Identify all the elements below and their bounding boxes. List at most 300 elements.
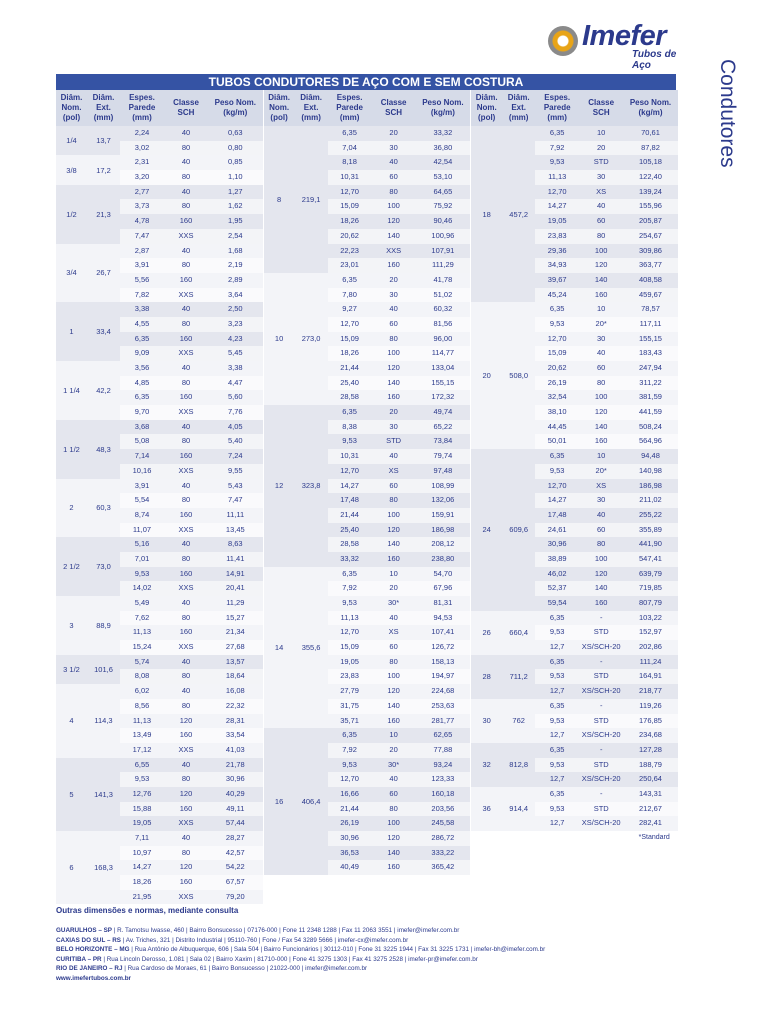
nominal-weight: 36,80	[433, 142, 453, 152]
diameter-group	[264, 273, 471, 405]
nominal-weight: 41,03	[225, 744, 245, 754]
table-panel	[56, 90, 263, 900]
column-header: Peso Nom. (kg/m)	[422, 98, 464, 117]
schedule-class: 120	[387, 524, 400, 534]
address-line: RIO DE JANEIRO – RJ | Rua Cardoso de Moraes, 61 | Bairro Bonsucesso | 21022-000 | imefer@imefer.com.br	[56, 965, 368, 972]
wall-thickness: 11,13	[340, 612, 359, 622]
table-row	[120, 802, 263, 817]
table-row	[535, 655, 678, 670]
external-diameter: 273,0	[301, 334, 321, 344]
wall-thickness: 6,35	[342, 568, 357, 578]
diameter-group	[56, 420, 263, 479]
table-row	[535, 772, 678, 787]
wall-thickness: 6,35	[549, 612, 565, 622]
external-diameter: 88,9	[96, 620, 111, 630]
wall-thickness: 19,05	[547, 216, 567, 226]
nominal-weight: 114,77	[431, 348, 455, 358]
nominal-diameter: 3	[69, 620, 74, 630]
schedule-class: 160	[387, 392, 400, 402]
wall-thickness: 27,79	[340, 686, 359, 696]
schedule-class: 40	[597, 509, 606, 519]
schedule-class: 60	[389, 318, 398, 328]
wall-thickness: 3,02	[134, 142, 150, 152]
table-row	[535, 449, 678, 464]
wall-thickness: 15,09	[547, 348, 567, 358]
standard-footnote: *Standard	[638, 833, 670, 841]
schedule-class: 40	[181, 128, 191, 137]
nominal-weight: 1,68	[227, 245, 243, 255]
wall-thickness: 33,32	[340, 553, 359, 563]
column-header: Peso Nom. (kg/m)	[214, 98, 256, 117]
nominal-weight: 188,79	[639, 759, 662, 769]
external-diameter: 457,2	[509, 209, 529, 219]
table-row	[120, 199, 263, 214]
nominal-weight: 564,96	[639, 436, 662, 446]
schedule-class: 80	[181, 318, 191, 328]
wall-thickness: 38,10	[547, 407, 567, 417]
table-row	[328, 625, 471, 640]
nominal-weight: 143,31	[639, 788, 662, 798]
nominal-weight: 152,97	[639, 627, 662, 637]
table-grid	[56, 90, 676, 900]
column-header: Diâm. Nom. (pol)	[60, 93, 83, 122]
wall-thickness: 35,71	[340, 715, 359, 725]
wall-thickness: 11,07	[132, 524, 152, 534]
nominal-weight: 194,97	[431, 671, 455, 681]
city-name: GUARULHOS – SP	[56, 927, 112, 934]
nominal-weight: 30,96	[225, 774, 245, 784]
schedule-class: XS/SCH-20	[581, 642, 621, 652]
table-row	[535, 669, 678, 684]
table-row	[328, 846, 471, 861]
table-row	[535, 214, 678, 229]
diameter-group	[471, 787, 678, 831]
nominal-weight: 73,84	[433, 436, 453, 446]
table-row	[328, 155, 471, 170]
schedule-class: 160	[387, 260, 400, 270]
nominal-weight: 1,10	[227, 172, 243, 182]
table-row	[535, 567, 678, 582]
external-diameter: 48,3	[96, 444, 111, 454]
table-row	[328, 684, 471, 699]
table-row	[535, 185, 678, 200]
table-row	[328, 449, 471, 464]
wall-thickness: 7,01	[134, 553, 150, 563]
wall-thickness: 7,80	[342, 289, 357, 299]
table-body	[264, 126, 471, 900]
column-header: Classe SCH	[173, 98, 199, 117]
nominal-weight: 281,77	[431, 715, 455, 725]
nominal-weight: 123,33	[431, 774, 455, 784]
table-row	[535, 699, 678, 714]
schedule-class: 100	[387, 201, 400, 211]
schedule-class: 80	[389, 656, 398, 666]
table-row	[120, 523, 263, 538]
schedule-class: 100	[594, 392, 608, 402]
table-row	[328, 655, 471, 670]
schedule-class: 10	[597, 128, 606, 137]
nominal-weight: 81,56	[433, 318, 453, 328]
wall-thickness: 24,61	[547, 524, 567, 534]
nominal-weight: 90,46	[433, 216, 453, 226]
nominal-weight: 75,92	[433, 201, 453, 211]
table-row	[535, 802, 678, 817]
nominal-weight: 719,85	[639, 583, 662, 593]
table-panel	[263, 90, 471, 900]
city-name: BELO HORIZONTE – MG	[56, 946, 130, 953]
wall-thickness: 11,13	[132, 627, 152, 637]
nominal-weight: 67,96	[433, 583, 453, 593]
table-row	[120, 816, 263, 831]
wall-thickness: 16,66	[340, 788, 359, 798]
external-diameter: 406,4	[301, 797, 321, 807]
nominal-weight: 2,19	[227, 260, 243, 270]
table-row	[120, 714, 263, 729]
table-row	[535, 346, 678, 361]
table-row	[328, 787, 471, 802]
nominal-weight: 67,57	[225, 877, 245, 887]
table-row	[328, 346, 471, 361]
table-row	[120, 479, 263, 494]
table-row	[535, 126, 678, 141]
nominal-weight: 4,05	[227, 421, 243, 431]
address-line: CAXIAS DO SUL – RS | Av. Triches, 321 | Distrito Industrial | 95110-760 | Fone / Fax 54 3289 5666 | imefer-cx@imefer.com.br	[56, 936, 409, 944]
table-row	[328, 728, 471, 743]
wall-thickness: 6,35	[549, 304, 565, 314]
external-diameter: 323,8	[301, 481, 321, 491]
nominal-weight: 234,68	[639, 730, 662, 740]
nominal-weight: 94,48	[641, 451, 660, 461]
schedule-class: 30*	[387, 598, 400, 607]
nominal-weight: 155,15	[431, 377, 455, 387]
wall-thickness: 3,73	[134, 201, 150, 211]
nominal-weight: 117,11	[639, 318, 662, 328]
table-row	[535, 199, 678, 214]
schedule-class: 160	[179, 509, 193, 519]
wall-thickness: 7,92	[342, 744, 357, 754]
external-diameter: 219,1	[301, 194, 321, 204]
wall-thickness: 23,83	[340, 671, 359, 681]
nominal-weight: 2,89	[227, 274, 243, 284]
schedule-class: 160	[179, 803, 193, 813]
nominal-diameter: 4	[69, 716, 74, 726]
wall-thickness: 21,44	[340, 803, 359, 813]
schedule-class: 120	[179, 862, 193, 872]
schedule-class: 80	[181, 436, 191, 446]
nominal-weight: 103,22	[639, 612, 662, 622]
nominal-weight: 212,67	[639, 803, 662, 813]
schedule-class: STD	[593, 671, 609, 681]
schedule-class: 160	[387, 715, 400, 725]
nominal-weight: 365,42	[431, 862, 455, 872]
wall-thickness: 12,70	[340, 186, 359, 196]
diameter-group	[56, 537, 263, 596]
schedule-class: -	[599, 788, 603, 798]
wall-thickness: 17,48	[547, 509, 567, 519]
schedule-class: 80	[181, 847, 191, 857]
wall-thickness: 12,7	[549, 774, 565, 784]
address-line: CURITIBA – PR | Rua Lincoln Derosso, 1.081 | Sala 02 | Bairro Xaxim | 81710-000 | Fone 41 3275 1303 | Fax 41 3275 2528 | imefer-pr@imefer.com.br	[56, 955, 478, 963]
wall-thickness: 12,70	[340, 318, 359, 328]
schedule-class: 30	[597, 172, 606, 182]
nominal-weight: 381,59	[639, 392, 662, 402]
schedule-class: STD	[593, 759, 609, 769]
column-header: Diâm. Nom. (pol)	[475, 93, 498, 122]
schedule-class: 80	[389, 803, 398, 813]
column-header: Espes. Parede (mm)	[336, 93, 363, 122]
schedule-class: XXS	[178, 818, 194, 828]
external-diameter: 26,7	[96, 268, 111, 278]
table-row	[328, 199, 471, 214]
wall-thickness: 25,40	[340, 377, 359, 387]
schedule-class: 20	[389, 128, 398, 137]
imefer-logo	[548, 20, 688, 71]
wall-thickness: 6,35	[342, 407, 357, 417]
nominal-weight: 81,31	[433, 598, 453, 607]
nominal-diameter: 1 1/2	[63, 444, 80, 454]
column-header: Diâm. Nom. (pol)	[268, 93, 290, 122]
wall-thickness: 7,62	[134, 612, 150, 622]
table-row	[120, 567, 263, 582]
schedule-class: 20	[389, 744, 398, 754]
wall-thickness: 31,75	[340, 700, 359, 710]
nominal-weight: 20,41	[225, 583, 245, 593]
wall-thickness: 3,91	[134, 480, 150, 490]
nominal-weight: 3,38	[227, 363, 243, 372]
wall-thickness: 4,55	[134, 318, 150, 328]
table-row	[535, 155, 678, 170]
table-row	[120, 611, 263, 626]
schedule-class: 40	[181, 363, 191, 372]
nominal-diameter: 3 1/2	[63, 664, 80, 674]
nominal-weight: 5,43	[227, 480, 243, 490]
wall-thickness: 7,92	[549, 142, 565, 152]
table-row	[535, 743, 678, 758]
wall-thickness: 2,87	[134, 245, 150, 255]
nominal-weight: 176,85	[639, 715, 662, 725]
nominal-weight: 7,47	[227, 495, 243, 505]
wall-thickness: 6,35	[342, 274, 357, 284]
table-row	[328, 816, 471, 831]
city-name: RIO DE JANEIRO – RJ	[56, 965, 123, 972]
schedule-class: 120	[594, 260, 608, 270]
nominal-weight: 253,63	[431, 700, 455, 710]
wall-thickness: 26,19	[547, 377, 567, 387]
table-row	[535, 552, 678, 567]
table-row	[120, 493, 263, 508]
table-row	[120, 655, 263, 670]
nominal-weight: 107,41	[431, 627, 455, 637]
nominal-weight: 28,31	[225, 715, 245, 725]
table-row	[535, 405, 678, 420]
nominal-weight: 42,54	[433, 157, 453, 167]
wall-thickness: 46,02	[547, 568, 567, 578]
wall-thickness: 23,01	[340, 260, 359, 270]
table-row	[120, 772, 263, 787]
wall-thickness: 10,31	[340, 172, 359, 182]
diameter-group	[56, 684, 263, 757]
wall-thickness: 10,97	[132, 847, 152, 857]
schedule-class: 80	[181, 774, 191, 784]
column-headers	[56, 90, 263, 126]
schedule-class: 40	[597, 201, 606, 211]
table-row	[120, 581, 263, 596]
wall-thickness: 21,44	[340, 363, 359, 372]
table-row	[120, 317, 263, 332]
diameter-group	[56, 596, 263, 655]
nominal-weight: 49,74	[433, 407, 453, 417]
wall-thickness: 12,70	[547, 480, 567, 490]
wall-thickness: 12,7	[549, 730, 565, 740]
table-row	[120, 434, 263, 449]
nominal-weight: 21,78	[225, 759, 245, 769]
wall-thickness: 9,53	[549, 671, 565, 681]
wall-thickness: 8,18	[342, 157, 357, 167]
schedule-class: 80	[597, 539, 606, 549]
schedule-class: -	[599, 700, 603, 710]
nominal-weight: 11,11	[226, 509, 245, 519]
schedule-class: 160	[594, 598, 608, 607]
nominal-diameter: 10	[274, 334, 284, 344]
schedule-class: XXS	[178, 348, 194, 358]
schedule-class: 30	[597, 333, 606, 343]
table-row	[120, 420, 263, 435]
nominal-weight: 5,45	[227, 348, 243, 358]
wall-thickness: 6,35	[342, 730, 357, 740]
wall-thickness: 21,44	[340, 509, 359, 519]
schedule-class: 40	[389, 157, 398, 167]
nominal-weight: 4,23	[227, 333, 243, 343]
table-row	[120, 831, 263, 846]
external-diameter: 660,4	[509, 628, 529, 638]
schedule-class: 120	[387, 216, 400, 226]
nominal-weight: 40,29	[225, 788, 245, 798]
nominal-weight: 42,57	[225, 847, 245, 857]
table-body	[471, 126, 678, 900]
table-row	[328, 772, 471, 787]
schedule-class: STD	[593, 803, 609, 813]
nominal-weight: 65,22	[433, 421, 453, 431]
table-row	[535, 684, 678, 699]
wall-thickness: 5,08	[134, 436, 150, 446]
nominal-weight: 255,22	[639, 509, 662, 519]
table-row	[328, 714, 471, 729]
diameter-group	[264, 728, 471, 875]
table-row	[120, 126, 263, 141]
nominal-diameter: 26	[482, 628, 491, 638]
diameter-group	[56, 155, 263, 184]
wall-thickness: 11,13	[548, 172, 567, 182]
table-row	[120, 273, 263, 288]
schedule-class: 120	[594, 568, 608, 578]
schedule-class: 30*	[387, 759, 400, 769]
diameter-group	[56, 479, 263, 538]
external-diameter: 101,6	[94, 664, 113, 674]
schedule-class: 40	[181, 539, 191, 549]
schedule-class: XXS	[178, 744, 194, 754]
nominal-diameter: 30	[482, 716, 491, 726]
wall-thickness: 12,70	[547, 333, 567, 343]
table-row	[328, 567, 471, 582]
diameter-group	[471, 449, 678, 611]
wall-thickness: 7,04	[342, 142, 357, 152]
wall-thickness: 6,02	[134, 686, 150, 696]
table-row	[328, 229, 471, 244]
nominal-weight: 64,65	[433, 186, 453, 196]
nominal-weight: 3,23	[227, 318, 243, 328]
wall-thickness: 9,53	[342, 759, 357, 769]
table-row	[120, 229, 263, 244]
schedule-class: 60	[597, 363, 606, 372]
wall-thickness: 5,54	[134, 495, 150, 505]
nominal-weight: 211,02	[639, 495, 662, 505]
nominal-weight: 441,59	[639, 407, 662, 417]
schedule-class: 160	[387, 553, 400, 563]
table-row	[535, 288, 678, 303]
wall-thickness: 6,35	[549, 744, 565, 754]
diameter-group	[264, 405, 471, 567]
schedule-class: 80	[181, 260, 191, 270]
schedule-class: 80	[597, 230, 606, 240]
nominal-weight: 155,96	[639, 201, 662, 211]
schedule-class: 10	[597, 304, 606, 314]
diameter-group	[56, 831, 263, 904]
nominal-weight: 33,54	[225, 730, 245, 740]
nominal-weight: 105,18	[639, 157, 662, 167]
schedule-class: 160	[179, 274, 193, 284]
schedule-class: 140	[594, 274, 608, 284]
diameter-group	[264, 126, 471, 273]
wall-thickness: 4,78	[134, 216, 150, 226]
wall-thickness: 9,53	[549, 465, 565, 475]
table-row	[120, 302, 263, 317]
nominal-weight: 203,56	[431, 803, 455, 813]
nominal-diameter: 36	[482, 804, 491, 814]
table-row	[328, 141, 471, 156]
table-row	[328, 405, 471, 420]
nominal-weight: 639,79	[639, 568, 662, 578]
table-row	[120, 552, 263, 567]
external-diameter: 355,6	[301, 642, 321, 652]
nominal-weight: 158,13	[431, 656, 455, 666]
nominal-weight: 7,76	[227, 407, 243, 417]
nominal-diameter: 1/4	[66, 136, 77, 146]
schedule-class: XXS	[178, 524, 194, 534]
schedule-class: 160	[179, 451, 193, 461]
wall-thickness: 28,58	[340, 539, 359, 549]
nominal-weight: 132,06	[431, 495, 455, 505]
table-row	[328, 464, 471, 479]
table-row	[120, 684, 263, 699]
wall-thickness: 45,24	[547, 289, 567, 299]
table-row	[120, 464, 263, 479]
table-row	[535, 141, 678, 156]
website-link[interactable]: www.imefertubos.com.br	[56, 974, 131, 982]
schedule-class: 80	[181, 495, 191, 505]
schedule-class: 80	[389, 186, 398, 196]
schedule-class: XXS	[178, 891, 194, 901]
schedule-class: 20	[389, 274, 398, 284]
wall-thickness: 36,53	[340, 847, 359, 857]
table-row	[120, 258, 263, 273]
table-row	[328, 170, 471, 185]
diameter-group	[471, 655, 678, 699]
table-row	[328, 699, 471, 714]
nominal-weight: 0,85	[227, 157, 243, 167]
nominal-weight: 18,64	[225, 671, 245, 681]
schedule-class: XS	[596, 480, 607, 490]
diameter-group	[471, 699, 678, 743]
